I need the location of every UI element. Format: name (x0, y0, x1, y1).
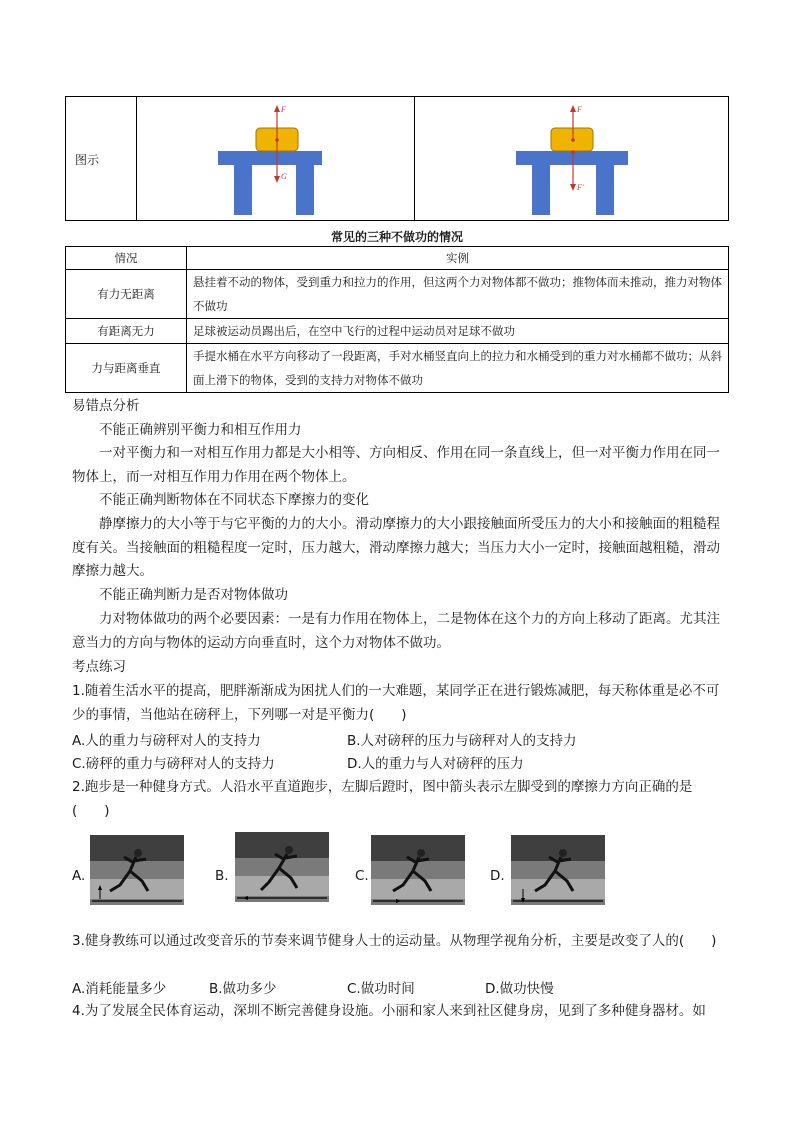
question-stem: 1.随着生活水平的提高，肥胖渐渐成为困扰人们的一大难题，某同学正在进行锻炼减肥，每天称体重是必不可少的事情，当他站在磅秤上，下列哪一对是平衡力( ) (72, 683, 720, 723)
option-label[interactable]: D. (490, 868, 505, 884)
force-label-down: G (281, 172, 287, 181)
runner-photo-b[interactable] (235, 832, 329, 902)
question-stem: 4.为了发展全民体育运动，深圳不断完善健身设施。小丽和家人来到社区健身房，见到了多种健身器材。如 (72, 1003, 706, 1019)
table-row (66, 344, 729, 393)
table-leg (596, 165, 614, 215)
option-b: B.人对磅秤的压力与磅秤对人的支持力 (347, 733, 577, 749)
table-leg (532, 165, 550, 215)
force-label-up: F (281, 105, 286, 114)
table-header-row (66, 247, 729, 270)
option-b: B.做功多少 (209, 981, 277, 997)
force-point (571, 138, 575, 142)
option-a: A.消耗能量多少 (72, 981, 167, 997)
force-label-up: F (577, 105, 582, 114)
paragraph-title: 不能正确辨别平衡力和相互作用力 (99, 422, 302, 438)
question-stem: 2.跑步是一种健身方式。人沿水平直道跑步，左脚后蹬时，图中箭头表示左脚受到的摩擦力方向正确的是( ) (72, 779, 693, 819)
option-d: D.人的重力与人对磅秤的压力 (347, 756, 524, 772)
table-row (66, 319, 729, 344)
force-point (275, 138, 279, 142)
cases-table (65, 246, 729, 393)
case-cell: 有距离无力 (66, 319, 187, 344)
force-label-down: F′ (577, 183, 584, 192)
diagram-action-reaction (508, 100, 638, 218)
runner-photo-c[interactable] (371, 835, 465, 905)
table-top (218, 151, 322, 165)
arrow-head (274, 105, 280, 112)
paragraph: 一对平衡力和一对相互作用力都是大小相等、方向相反、作用在同一条直线上，但一对平衡力作用在同一物体上，而一对相互作用力作用在两个物体上。 (72, 445, 720, 485)
column-divider (136, 97, 137, 220)
section-heading: 易错点分析 (72, 398, 140, 414)
header-cell: 情况 (66, 247, 187, 270)
paragraph-title: 不能正确判断物体在不同状态下摩擦力的变化 (99, 492, 369, 508)
diagram-gravity-support (210, 100, 330, 218)
example-cell: 手提水桶在水平方向移动了一段距离，手对水桶竖直向上的拉力和水桶受到的重力对水桶都不做功；从斜面上滑下的物体，受到的支持力对物体不做功 (187, 344, 729, 393)
case-cell: 力与距离垂直 (66, 344, 187, 393)
case-cell: 有力无距离 (66, 270, 187, 319)
runner-photo-a[interactable] (90, 835, 184, 905)
option-c: C.磅秤的重力与磅秤对人的支持力 (72, 756, 275, 772)
option-a: A.人的重力与磅秤对人的支持力 (72, 733, 261, 749)
table-caption: 常见的三种不做功的情况 (330, 230, 463, 244)
option-label[interactable]: B. (215, 868, 229, 884)
arrow-head (570, 105, 576, 112)
column-divider (414, 97, 415, 220)
paragraph: 力对物体做功的两个必要因素：一是有力作用在物体上，二是物体在这个力的方向上移动了距离。尤其注意当力的方向与物体的运动方向垂直时，这个力对物体不做功。 (72, 611, 720, 651)
paragraph-title: 不能正确判断力是否对物体做功 (99, 587, 288, 603)
row-label: 图示 (75, 153, 100, 167)
option-label[interactable]: C. (355, 868, 369, 884)
force-point (571, 150, 575, 154)
arrow-head (570, 184, 576, 191)
table-row (66, 270, 729, 319)
table-leg (296, 165, 314, 215)
example-cell: 足球被运动员踢出后，在空中飞行的过程中运动员对足球不做功 (187, 319, 729, 344)
question-stem: 3.健身教练可以通过改变音乐的节奏来调节健身人士的运动量。从物理学视角分析，主要是改变了人的( ) (72, 933, 717, 949)
paragraph: 静摩擦力的大小等于与它平衡的力的大小。滑动摩擦力的大小跟接触面所受压力的大小和接触面的粗糙程度有关。当接触面的粗糙程度一定时，压力越大，滑动摩擦力越大；当压力大小一定时，接触面越粗糙，滑动摩擦力越大。 (72, 516, 720, 579)
header-cell: 实例 (187, 247, 729, 270)
section-heading: 考点练习 (72, 659, 126, 675)
arrow-head (274, 176, 280, 183)
runner-photo-d[interactable] (511, 835, 605, 905)
example-cell: 悬挂着不动的物体，受到重力和拉力的作用，但这两个力对物体都不做功；推物体而未推动，推力对物体不做功 (187, 270, 729, 319)
table-leg (234, 165, 252, 215)
option-label[interactable]: A. (72, 868, 86, 884)
option-d: D.做功快慢 (485, 981, 554, 997)
option-c: C.做功时间 (347, 981, 415, 997)
